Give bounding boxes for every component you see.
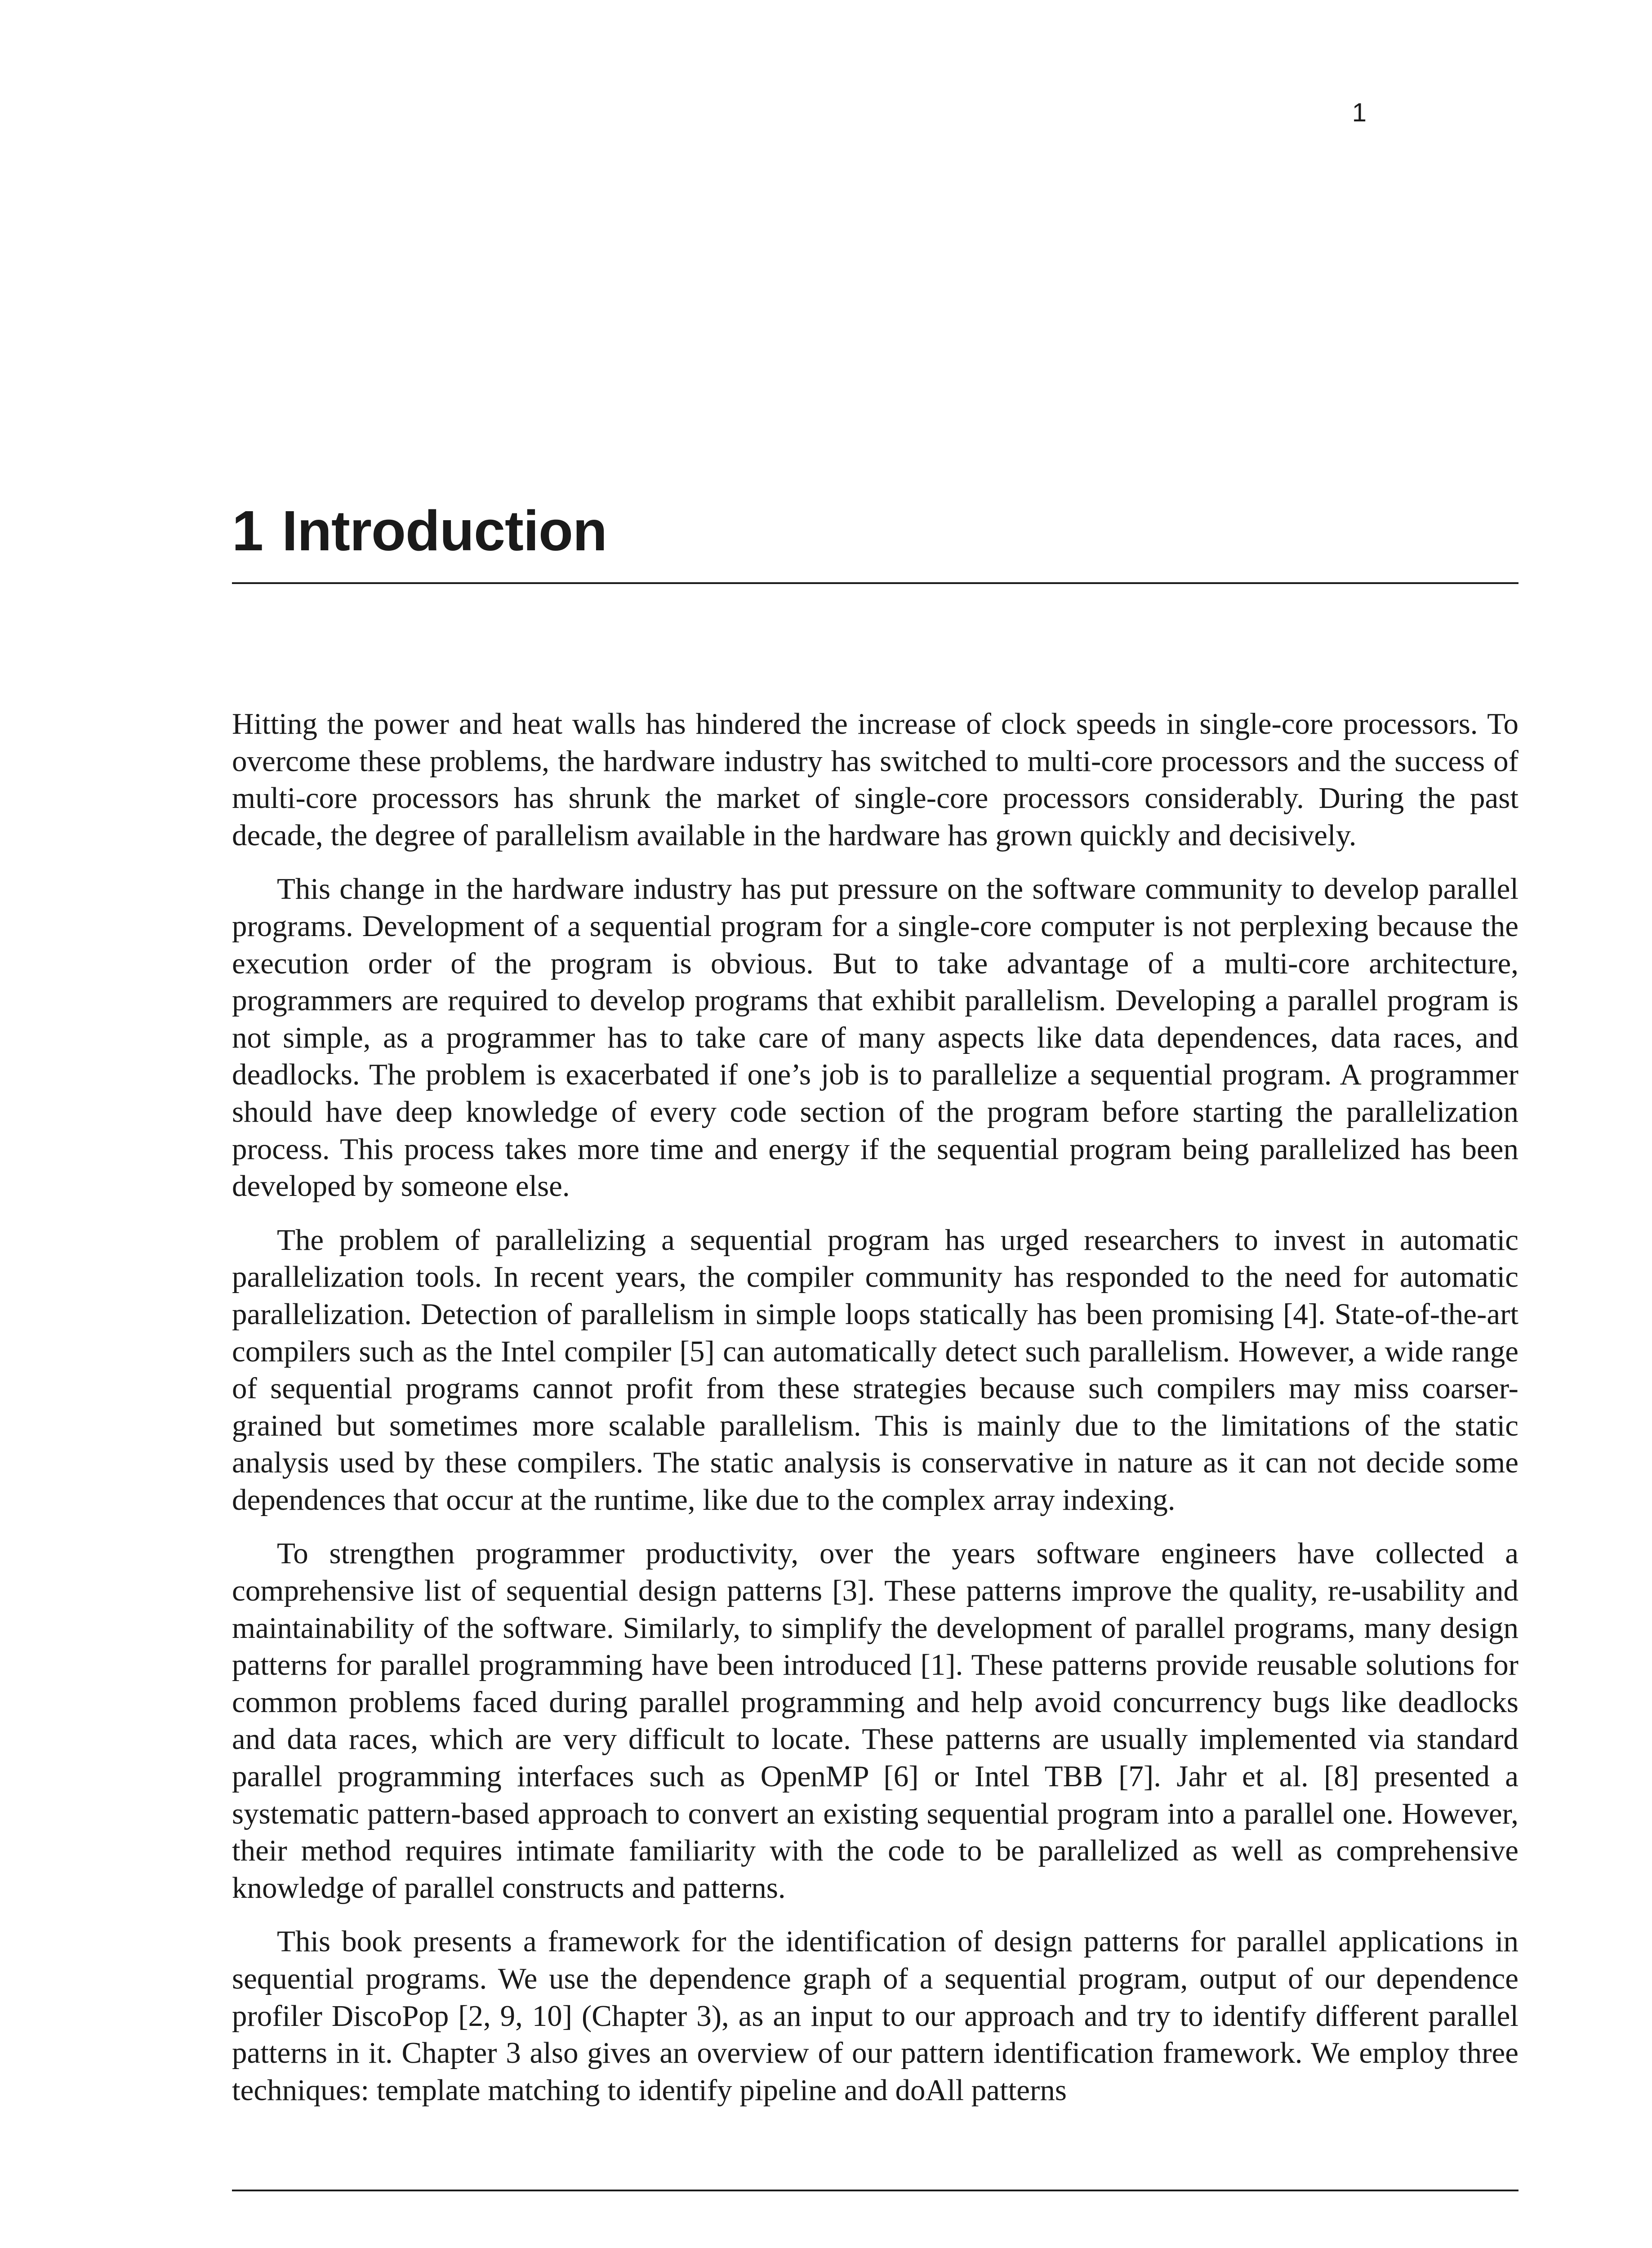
paragraph: This change in the hardware industry has put pressure on the software community to develop parallel programs. Development of a sequential program for a single-core computer is not perplexing because the execution order of the program is obvious. But to take advantage of a multi-core architecture, programmers are required to develop programs that exhibit parallelism. Developing a parallel program is not simple, as a programmer has to take care of many aspects like data dependences, data races, and deadlocks. The problem is exacerbated if one’s job is to parallelize a sequential program. A programmer should have deep knowledge of every code section of the program before starting the parallelization process. This process takes more time and energy if the sequential program being parallelized has been developed by someone else. bbox=[232, 872, 1518, 1203]
page-number: 1 bbox=[1352, 98, 1367, 127]
paragraph: Hitting the power and heat walls has hindered the increase of clock speeds in single-core processors. To overcome these problems, the hardware industry has switched to multi-core processors and the success of multi-core processors has shrunk the market of single-core processors considerably. During the past decade, the degree of parallelism available in the hardware has grown quickly and decisively. bbox=[232, 707, 1518, 852]
chapter-title: Introduction bbox=[282, 499, 607, 562]
heading-divider bbox=[232, 582, 1518, 584]
paragraph: This book presents a framework for the identification of design patterns for parallel applications in sequential programs. We use the dependence graph of a sequential program, output of our dependence profiler DiscoPop [2, 9, 10] (Chapter 3), as an input to our approach and try to identify different parallel patterns in it. Chapter 3 also gives an overview of our pattern identification framework. We employ three techniques: template matching to identify pipeline and doAll patterns bbox=[232, 1925, 1518, 2107]
body-text bbox=[232, 705, 1518, 2125]
chapter-number: 1 bbox=[232, 499, 263, 562]
paragraph: The problem of parallelizing a sequential program has urged researchers to invest in automatic parallelization tools. In recent years, the compiler community has responded to the need for automatic parallelization. Detection of parallelism in simple loops statically has been promising [4]. State-of-the-art compilers such as the Intel compiler [5] can automatically detect such parallelism. However, a wide range of sequential programs cannot profit from these strategies because such compilers may miss coarser-grained but sometimes more scalable parallelism. This is mainly due to the limitations of the static analysis used by these compilers. The static analysis is conservative in nature as it can not decide some dependences that occur at the runtime, like due to the complex array indexing. bbox=[232, 1223, 1518, 1517]
paragraph: To strengthen programmer productivity, over the years software engineers have collected a comprehensive list of sequential design patterns [3]. These patterns improve the quality, re-usability and maintainability of the software. Similarly, to simplify the development of parallel programs, many design patterns for parallel programming have been introduced [1]. These patterns provide reusable solutions for common problems faced during parallel programming and help avoid concurrency bugs like deadlocks and data races, which are very difficult to locate. These patterns are usually implemented via standard parallel programming interfaces such as OpenMP [6] or Intel TBB [7]. Jahr et al. [8] presented a systematic pattern-based approach to convert an existing sequential program into a parallel one. However, their method requires intimate familiarity with the code to be parallelized as well as comprehensive knowledge of parallel constructs and patterns. bbox=[232, 1537, 1518, 1905]
chapter-heading bbox=[232, 497, 1518, 565]
footer-divider bbox=[232, 2190, 1518, 2191]
